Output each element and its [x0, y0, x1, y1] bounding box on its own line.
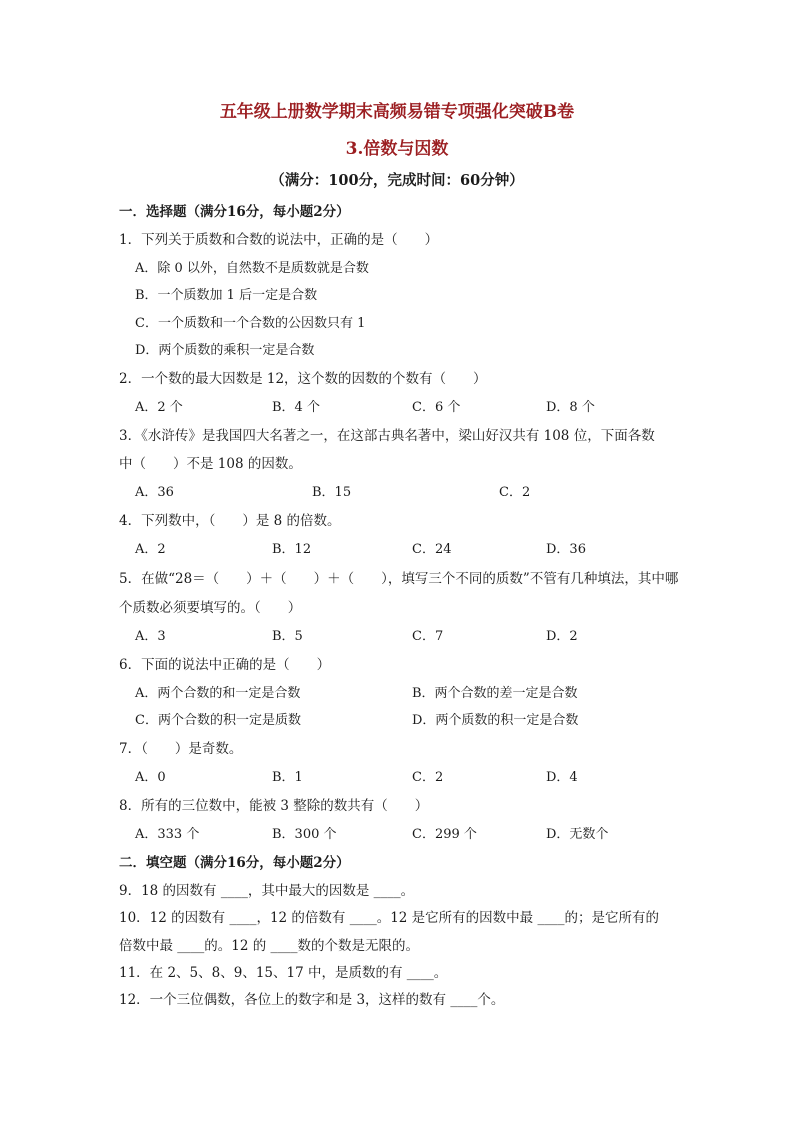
question-5-option-c: C．7: [412, 629, 444, 644]
question-5-option-a: A．3: [135, 629, 166, 644]
question-4-option-a: A．2: [135, 542, 166, 557]
question-4-stem: 4．下列数中，（ ）是 8 的倍数。: [119, 513, 341, 529]
exam-title: 五年级上册数学期末高频易错专项强化突破B卷: [219, 102, 575, 122]
question-5-option-d: D．2: [546, 629, 578, 644]
question-10-line1: 10．12 的因数有 ____，12 的倍数有 ____。12 是它所有的因数中最 ____的；是它所有的: [119, 910, 659, 926]
question-2-stem: 2．一个数的最大因数是 12，这个数的因数的个数有（ ）: [119, 371, 487, 387]
exam-info: （满分：100分，完成时间：60分钟）: [270, 172, 524, 189]
section-choice-heading: 一．选择题（满分16分，每小题2分）: [119, 204, 350, 220]
question-2-option-c: C．6 个: [412, 400, 461, 415]
question-7-stem: 7．（ ）是奇数。: [119, 741, 243, 757]
question-8-stem: 8．所有的三位数中，能被 3 整除的数共有（ ）: [119, 798, 429, 814]
question-8-option-b: B．300 个: [272, 827, 337, 842]
question-1-option-d: D．两个质数的乘积一定是合数: [135, 343, 315, 358]
question-6-option-c: C．两个合数的积一定是质数: [135, 713, 301, 728]
question-1-option-c: C．一个质数和一个合数的公因数只有 1: [135, 316, 366, 331]
question-3-option-a: A．36: [135, 485, 174, 500]
question-7-option-a: A．0: [135, 770, 166, 785]
question-7-option-d: D．4: [546, 770, 578, 785]
question-7-option-c: C．2: [412, 770, 444, 785]
question-3-stem-line2: 中（ ）不是 108 的因数。: [119, 456, 302, 472]
section-fill-heading: 二．填空题（满分16分，每小题2分）: [119, 855, 350, 871]
question-4-option-b: B．12: [272, 542, 312, 557]
question-3-stem-line1: 3．《水浒传》是我国四大名著之一，在这部古典名著中，梁山好汉共有 108 位，下面各数: [119, 428, 655, 444]
question-11: 11．在 2、5、8、9、15、17 中，是质数的有 ____。: [119, 965, 448, 981]
question-9: 9．18 的因数有 ____，其中最大的因数是 ____。: [119, 883, 415, 899]
question-6-option-b: B．两个合数的差一定是合数: [412, 686, 578, 701]
question-2-option-b: B．4 个: [272, 400, 320, 415]
question-1-stem: 1．下列关于质数和合数的说法中，正确的是（ ）: [119, 232, 439, 248]
exam-topic: 3.倍数与因数: [345, 139, 449, 159]
question-3-option-c: C．2: [499, 485, 531, 500]
question-5-stem-line2: 个质数必须要填写的。（ ）: [119, 600, 302, 616]
question-2-option-a: A．2 个: [135, 400, 183, 415]
question-6-option-a: A．两个合数的和一定是合数: [135, 686, 301, 701]
question-7-option-b: B．1: [272, 770, 303, 785]
question-4-option-c: C．24: [412, 542, 452, 557]
question-5-option-b: B．5: [272, 629, 303, 644]
question-12: 12．一个三位偶数，各位上的数字和是 3，这样的数有 ____个。: [119, 992, 505, 1008]
question-8-option-c: C．299 个: [412, 827, 477, 842]
question-6-option-d: D．两个质数的积一定是合数: [412, 713, 579, 728]
question-6-stem: 6．下面的说法中正确的是（ ）: [119, 657, 331, 673]
question-4-option-d: D．36: [546, 542, 586, 557]
question-8-option-d: D．无数个: [546, 827, 609, 842]
question-2-option-d: D．8 个: [546, 400, 595, 415]
question-1-option-b: B．一个质数加 1 后一定是合数: [135, 288, 318, 303]
question-5-stem-line1: 5．在做“28＝（ ）＋（ ）＋（ ），填写三个不同的质数”不管有几种填法，其中哪: [119, 571, 679, 587]
question-8-option-a: A．333 个: [135, 827, 200, 842]
question-3-option-b: B．15: [312, 485, 352, 500]
question-10-line2: 倍数中最 ____的。12 的 ____数的个数是无限的。: [119, 938, 420, 954]
question-1-option-a: A．除 0 以外，自然数不是质数就是合数: [135, 261, 369, 276]
